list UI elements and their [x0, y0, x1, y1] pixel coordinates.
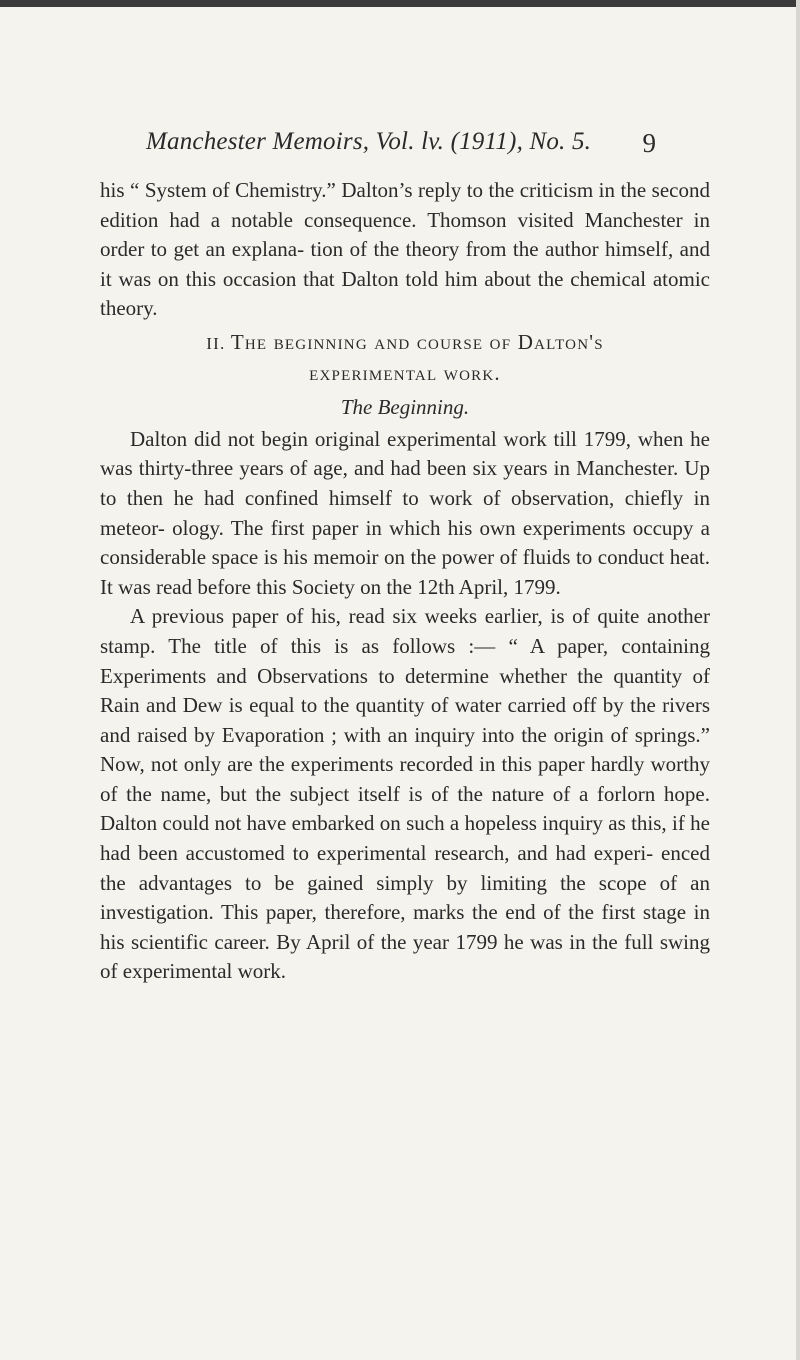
section-numeral: II. [206, 333, 226, 353]
section-heading-line1: The beginning and course of Dalton's [230, 329, 604, 354]
section-heading-line2: experimental work. [309, 360, 501, 385]
running-header [146, 128, 656, 168]
running-title: Manchester Memoirs, Vol. lv. (1911), No. 5. [146, 128, 592, 155]
paragraph-1: his “ System of Chemistry.” Dalton’s reply to the criticism in the second edition had a notable consequence. Thomson visited Manchester in order to get an explana- tion of the theory from the author himself, and it was on this occasion that Dalton told him about the chemical atomic theory. [100, 178, 710, 321]
section-heading [100, 328, 710, 389]
paragraph-3: A previous paper of his, read six weeks earlier, is of quite another stamp. The title of this is as follows :— “ A paper, containing Experiments and Observations to determine whether the quantity of Rain and Dew is equal to the quantity of water carried off by the rivers and raised by Evaporation ; with an inquiry into the origin of springs.” Now, not only are the experiments recorded in this paper hardly worthy of the name, but the subject itself is of the nature of a forlorn hope. Dalton could not have embarked on such a hopeless inquiry as this, if he had been accustomed to experimental research, and had experi- enced the advantages to be gained simply by limiting the scope of an investigation. This paper, therefore, marks the end of the first stage in his scientific career. By April of the year 1799 he was in the full swing of experimental work. [100, 604, 710, 984]
subheading: The Beginning. [340, 395, 470, 420]
body-text [100, 176, 710, 987]
page-number: 9 [642, 128, 656, 158]
paragraph-2: Dalton did not begin original experimental work till 1799, when he was thirty-three years of age, and had been six years in Manchester. Up to then he had confined himself to work of observation, chiefly in meteor- ology. The first paper in which his own experiments occupy a considerable space is his memoir on the power of fluids to conduct heat. It was read before this Society on the 12th April, 1799. [100, 426, 710, 599]
